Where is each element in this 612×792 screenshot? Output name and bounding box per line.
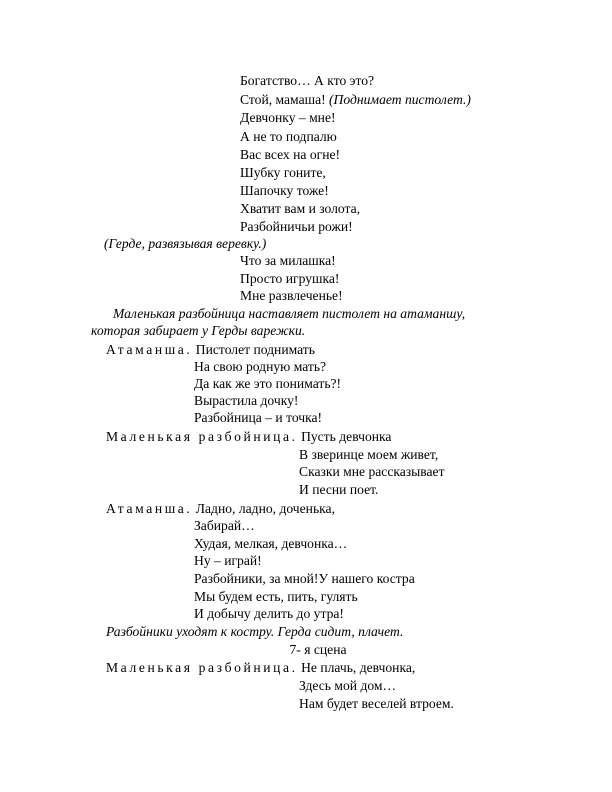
- verse-line: А не то подпалю: [240, 129, 337, 144]
- verse-text: Стой, мамаша!: [240, 92, 330, 107]
- dialogue-line: [106, 659, 415, 676]
- verse-line: Мы будем есть, пить, гулять: [194, 589, 358, 604]
- verse-line: Разбойничьи рожи!: [240, 219, 353, 234]
- stage-direction: (Поднимает пистолет.): [329, 92, 471, 107]
- dialogue-line: [106, 428, 391, 445]
- verse-line: И добычу делить до утра!: [194, 606, 344, 621]
- verse-line: В зверинце моем живет,: [299, 447, 439, 462]
- stage-direction: Маленькая разбойница наставляет пистолет на атаманшу,: [113, 306, 466, 321]
- verse-text: Пусть девчонка: [297, 429, 392, 444]
- stage-direction: которая забирает у Герды варежки.: [91, 323, 306, 338]
- verse-text: Ладно, ладно, доченька,: [192, 501, 335, 516]
- verse-line: Просто игрушка!: [240, 271, 340, 286]
- verse-line: Шапочку тоже!: [240, 183, 329, 198]
- verse-line: На свою родную мать?: [194, 359, 327, 374]
- verse-line: Здесь мой дом…: [299, 678, 397, 693]
- verse-line: Худая, мелкая, девчонка…: [194, 536, 348, 551]
- verse-line: Сказки мне рассказывает: [299, 464, 445, 479]
- verse-line: [240, 91, 471, 108]
- verse-line: Разбойница – и точка!: [194, 410, 323, 425]
- verse-line: Разбойники, за мной!У нашего костра: [194, 571, 415, 586]
- speaker-name: Атаманша.: [106, 342, 193, 357]
- scene-heading: 7- я сцена: [289, 642, 347, 657]
- verse-line: Шубку гоните,: [240, 165, 326, 180]
- verse-line: Вырастила дочку!: [194, 393, 299, 408]
- verse-line: Богатство… А кто это?: [240, 73, 375, 88]
- verse-line: Забирай…: [194, 518, 255, 533]
- verse-line: Да как же это понимать?!: [194, 376, 342, 391]
- speaker-name: Маленькая разбойница.: [106, 660, 298, 675]
- stage-direction: (Герде, развязывая веревку.): [104, 236, 267, 251]
- verse-line: Нам будет веселей втроем.: [299, 696, 454, 711]
- stage-direction: Разбойники уходят к костру. Герда сидит, плачет.: [106, 624, 404, 639]
- dialogue-line: [106, 341, 315, 358]
- speaker-name: Маленькая разбойница.: [106, 429, 298, 444]
- verse-text: Пистолет поднимать: [192, 342, 315, 357]
- speaker-name: Атаманша.: [106, 501, 193, 516]
- verse-line: Что за милашка!: [240, 253, 336, 268]
- verse-line: Девчонку – мне!: [240, 110, 336, 125]
- verse-line: Ну – играй!: [194, 553, 262, 568]
- verse-line: Вас всех на огне!: [240, 147, 341, 162]
- verse-line: Мне развлеченье!: [240, 288, 343, 303]
- verse-text: Не плачь, девчонка,: [297, 660, 416, 675]
- verse-line: Хватит вам и золота,: [240, 201, 361, 216]
- verse-line: И песни поет.: [299, 482, 379, 497]
- dialogue-line: [106, 500, 335, 517]
